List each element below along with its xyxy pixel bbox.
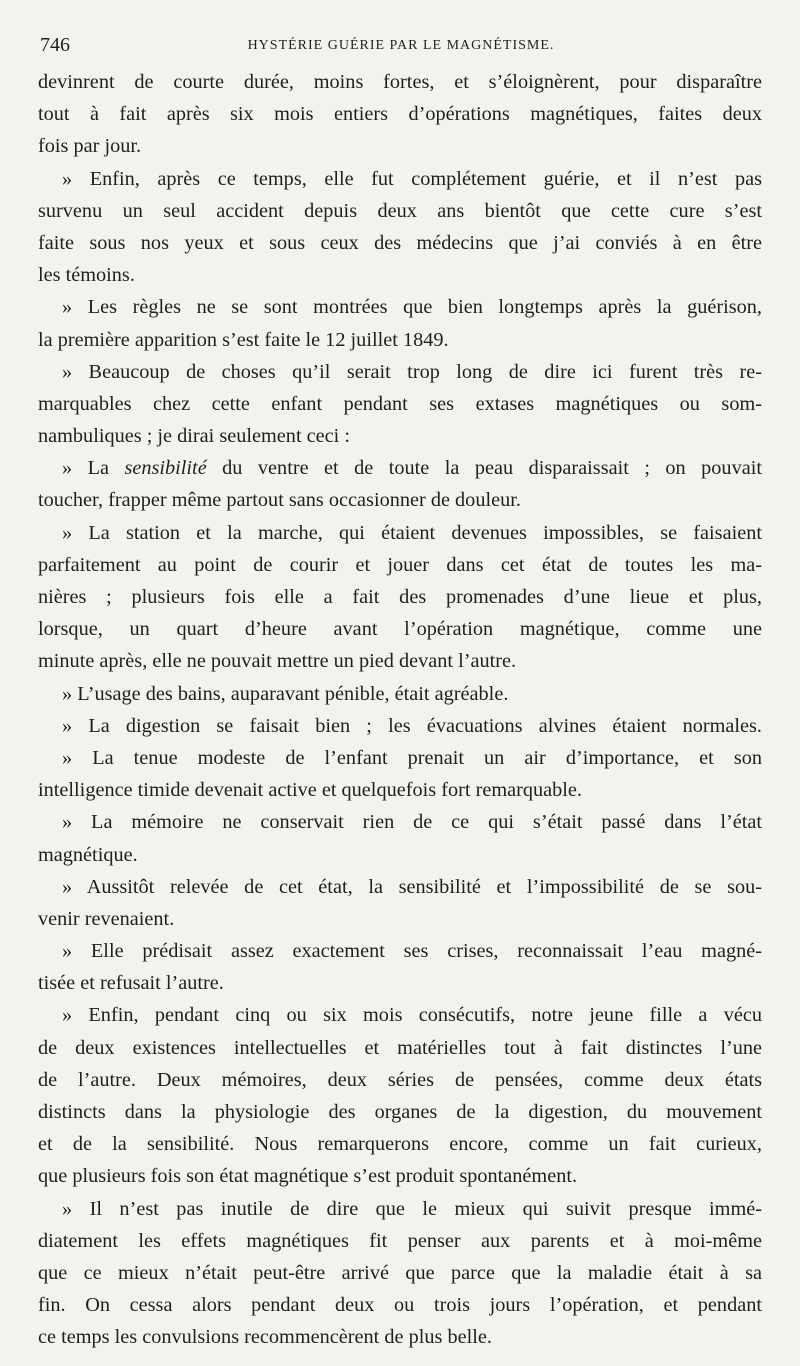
text-line: ce temps les convulsions recommencèrent de plus belle.	[38, 1326, 492, 1349]
text-line: survenu un seul accident depuis deux ans bientôt que cette cure s’est	[38, 199, 762, 222]
text-line	[38, 452, 762, 484]
text-line: fois par jour.	[38, 135, 142, 158]
text-line: devinrent de courte durée, moins fortes, et s’éloignèrent, pour disparaître	[38, 71, 762, 93]
text-line: de l’autre. Deux mémoires, deux séries de pensées, comme deux états	[38, 1068, 762, 1091]
text-line: de deux existences intellectuelles et matérielles tout à fait distinctes l’une	[38, 1036, 762, 1059]
body-text	[38, 66, 762, 1354]
text-line: » Aussitôt relevée de cet état, la sensibilité et l’impossibilité de se sou-	[62, 875, 762, 898]
text-line: les témoins.	[38, 264, 135, 287]
text-line: que plusieurs fois son état magnétique s’est produit spontanément.	[38, 1165, 578, 1188]
text-line: toucher, frapper même partout sans occasionner de douleur.	[38, 489, 521, 512]
text-line: » Enfin, pendant cinq ou six mois consécutifs, notre jeune fille a vécu	[62, 1004, 762, 1027]
text-line: » Elle prédisait assez exactement ses crises, reconnaissait l’eau magné-	[62, 940, 762, 963]
text-line: intelligence timide devenait active et quelquefois fort remarquable.	[38, 779, 582, 802]
text-segment: » La	[62, 457, 125, 480]
text-line: » La station et la marche, qui étaient devenues impossibles, se faisaient	[62, 521, 762, 544]
text-line: » La tenue modeste de l’enfant prenait un air d’importance, et son	[62, 746, 762, 769]
text-line: distincts dans la physiologie des organes de la digestion, du mouvement	[38, 1101, 762, 1123]
text-line: faite sous nos yeux et sous ceux des médecins que j’ai conviés à en être	[38, 231, 762, 254]
text-line: tisée et refusait l’autre.	[38, 972, 224, 995]
text-line: nières ; plusieurs fois elle a fait des promenades d’une lieue et plus,	[38, 586, 762, 608]
running-title: HYSTÉRIE GUÉRIE PAR LE MAGNÉTISME.	[247, 38, 555, 53]
text-line: » Les règles ne se sont montrées que bien longtemps après la guérison,	[62, 296, 762, 319]
text-line: et de la sensibilité. Nous remarquerons encore, comme un fait curieux,	[38, 1133, 762, 1156]
text-line: minute après, elle ne pouvait mettre un pied devant l’autre.	[38, 650, 517, 673]
text-line: fin. On cessa alors pendant deux ou trois jours l’opération, et pendant	[38, 1294, 762, 1317]
page-number: 746	[40, 34, 70, 56]
text-line: lorsque, un quart d’heure avant l’opération magnétique, comme une	[38, 618, 762, 641]
text-line: » L’usage des bains, auparavant pénible, était agréable.	[62, 682, 509, 705]
text-line: » Il n’est pas inutile de dire que le mieux qui suivit presque immé-	[62, 1197, 762, 1220]
running-head	[40, 34, 762, 58]
emphasized-word: sensibilité	[124, 457, 207, 480]
text-line: marquables chez cette enfant pendant ses extases magnétiques ou som-	[38, 392, 762, 415]
text-line: » Beaucoup de choses qu’il serait trop long de dire ici furent très re-	[62, 360, 762, 383]
text-line: » La mémoire ne conservait rien de ce qui s’était passé dans l’état	[62, 811, 762, 834]
text-line: nambuliques ; je dirai seulement ceci :	[38, 425, 351, 448]
text-line: venir revenaient.	[38, 907, 175, 930]
text-line: magnétique.	[38, 843, 138, 866]
text-line: la première apparition s’est faite le 12 juillet 1849.	[38, 328, 449, 351]
text-line: parfaitement au point de courir et jouer dans cet état de toutes les ma-	[38, 553, 762, 576]
text-line: tout à fait après six mois entiers d’opérations magnétiques, faites deux	[38, 103, 762, 126]
text-line: diatement les effets magnétiques fit penser aux parents et à moi-même	[38, 1229, 762, 1252]
text-line: » La digestion se faisait bien ; les évacuations alvines étaient normales.	[62, 714, 762, 737]
text-segment: du ventre et de toute la peau disparaissait ; on pouvait	[206, 457, 762, 480]
text-line: » Enfin, après ce temps, elle fut complétement guérie, et il n’est pas	[62, 167, 762, 190]
text-line: que ce mieux n’était peut-être arrivé que parce que la maladie était à sa	[38, 1261, 762, 1284]
